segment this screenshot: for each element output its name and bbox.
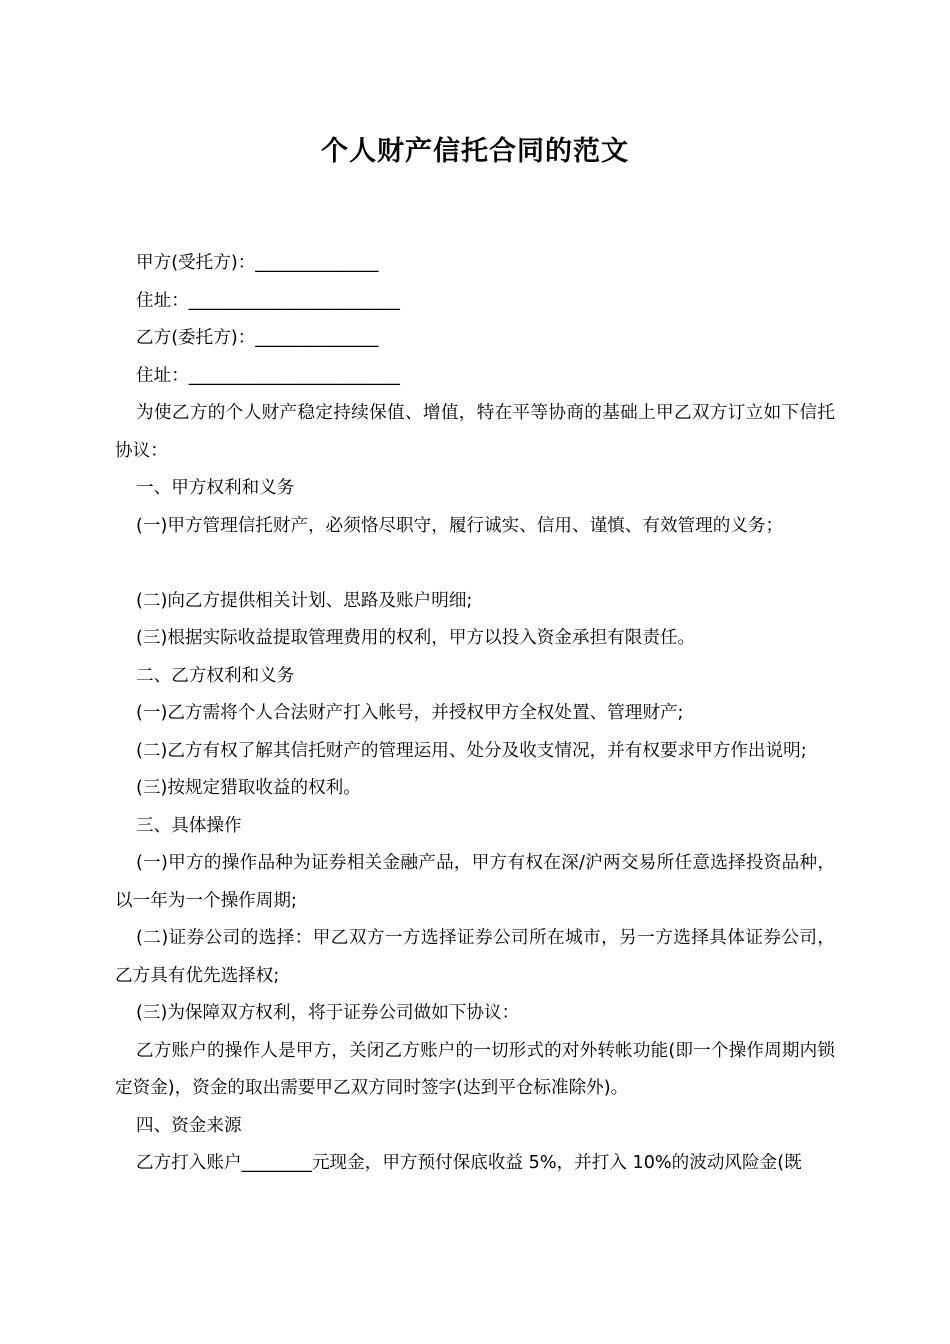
party-a-address-line: 住址：________________________ [136,290,400,311]
section-3-item-1: (一)甲方的操作品种为证券相关金融产品，甲方有权在深/沪两交易所任意选择投资品种，以一年为一个操作周期; [115,853,835,911]
section-3-item-3: (三)为保障双方权利，将于证券公司做如下协议： [136,1003,520,1023]
section-2-item-3: (三)按规定猎取收益的权利。 [136,778,361,798]
document-body [115,245,835,1183]
party-b-address-line: 住址：________________________ [136,365,400,386]
section-2-item-2: (二)乙方有权了解其信托财产的管理运用、处分及收支情况，并有权要求甲方作出说明; [136,740,807,761]
section-1-item-1: (一)甲方管理信托财产，必须恪尽职守，履行诚实、信用、谨慎、有效管理的义务； [136,515,784,536]
section-1-item-3: (三)根据实际收益提取管理费用的权利，甲方以投入资金承担有限责任。 [136,628,696,648]
section-1-item-2: (二)向乙方提供相关计划、思路及账户明细; [136,590,473,611]
preamble-paragraph: 为使乙方的个人财产稳定持续保值、增值，特在平等协商的基础上甲乙双方订立如下信托协议： [115,403,835,461]
party-b-line: 乙方(委托方)：______________ [136,328,379,348]
section-1-heading: 一、甲方权利和义务 [136,478,295,498]
section-3-heading: 三、具体操作 [136,815,242,836]
party-a-line: 甲方(受托方)：______________ [136,253,379,273]
blank-line [115,545,835,583]
section-4-heading: 四、资金来源 [136,1115,242,1136]
section-3-agreement-paragraph: 乙方账户的操作人是甲方，关闭乙方账户的一切形式的对外转帐功能(即一个操作周期内锁定资金)，资金的取出需要甲乙双方同时签字(达到平仓标准除外)。 [115,1040,835,1098]
document-title: 个人财产信托合同的范文 [321,136,629,167]
section-2-item-1: (一)乙方需将个人合法财产打入帐号，并授权甲方全权处置、管理财产; [136,703,684,723]
section-2-heading: 二、乙方权利和义务 [136,665,295,686]
section-3-item-2: (二)证券公司的选择：甲乙双方一方选择证券公司所在城市，另一方选择具体证券公司，乙方具有优先选择权; [115,928,835,986]
section-4-paragraph: 乙方打入账户________元现金，甲方预付保底收益 5%，并打入 10%的波动风险金(既 [136,1153,802,1173]
